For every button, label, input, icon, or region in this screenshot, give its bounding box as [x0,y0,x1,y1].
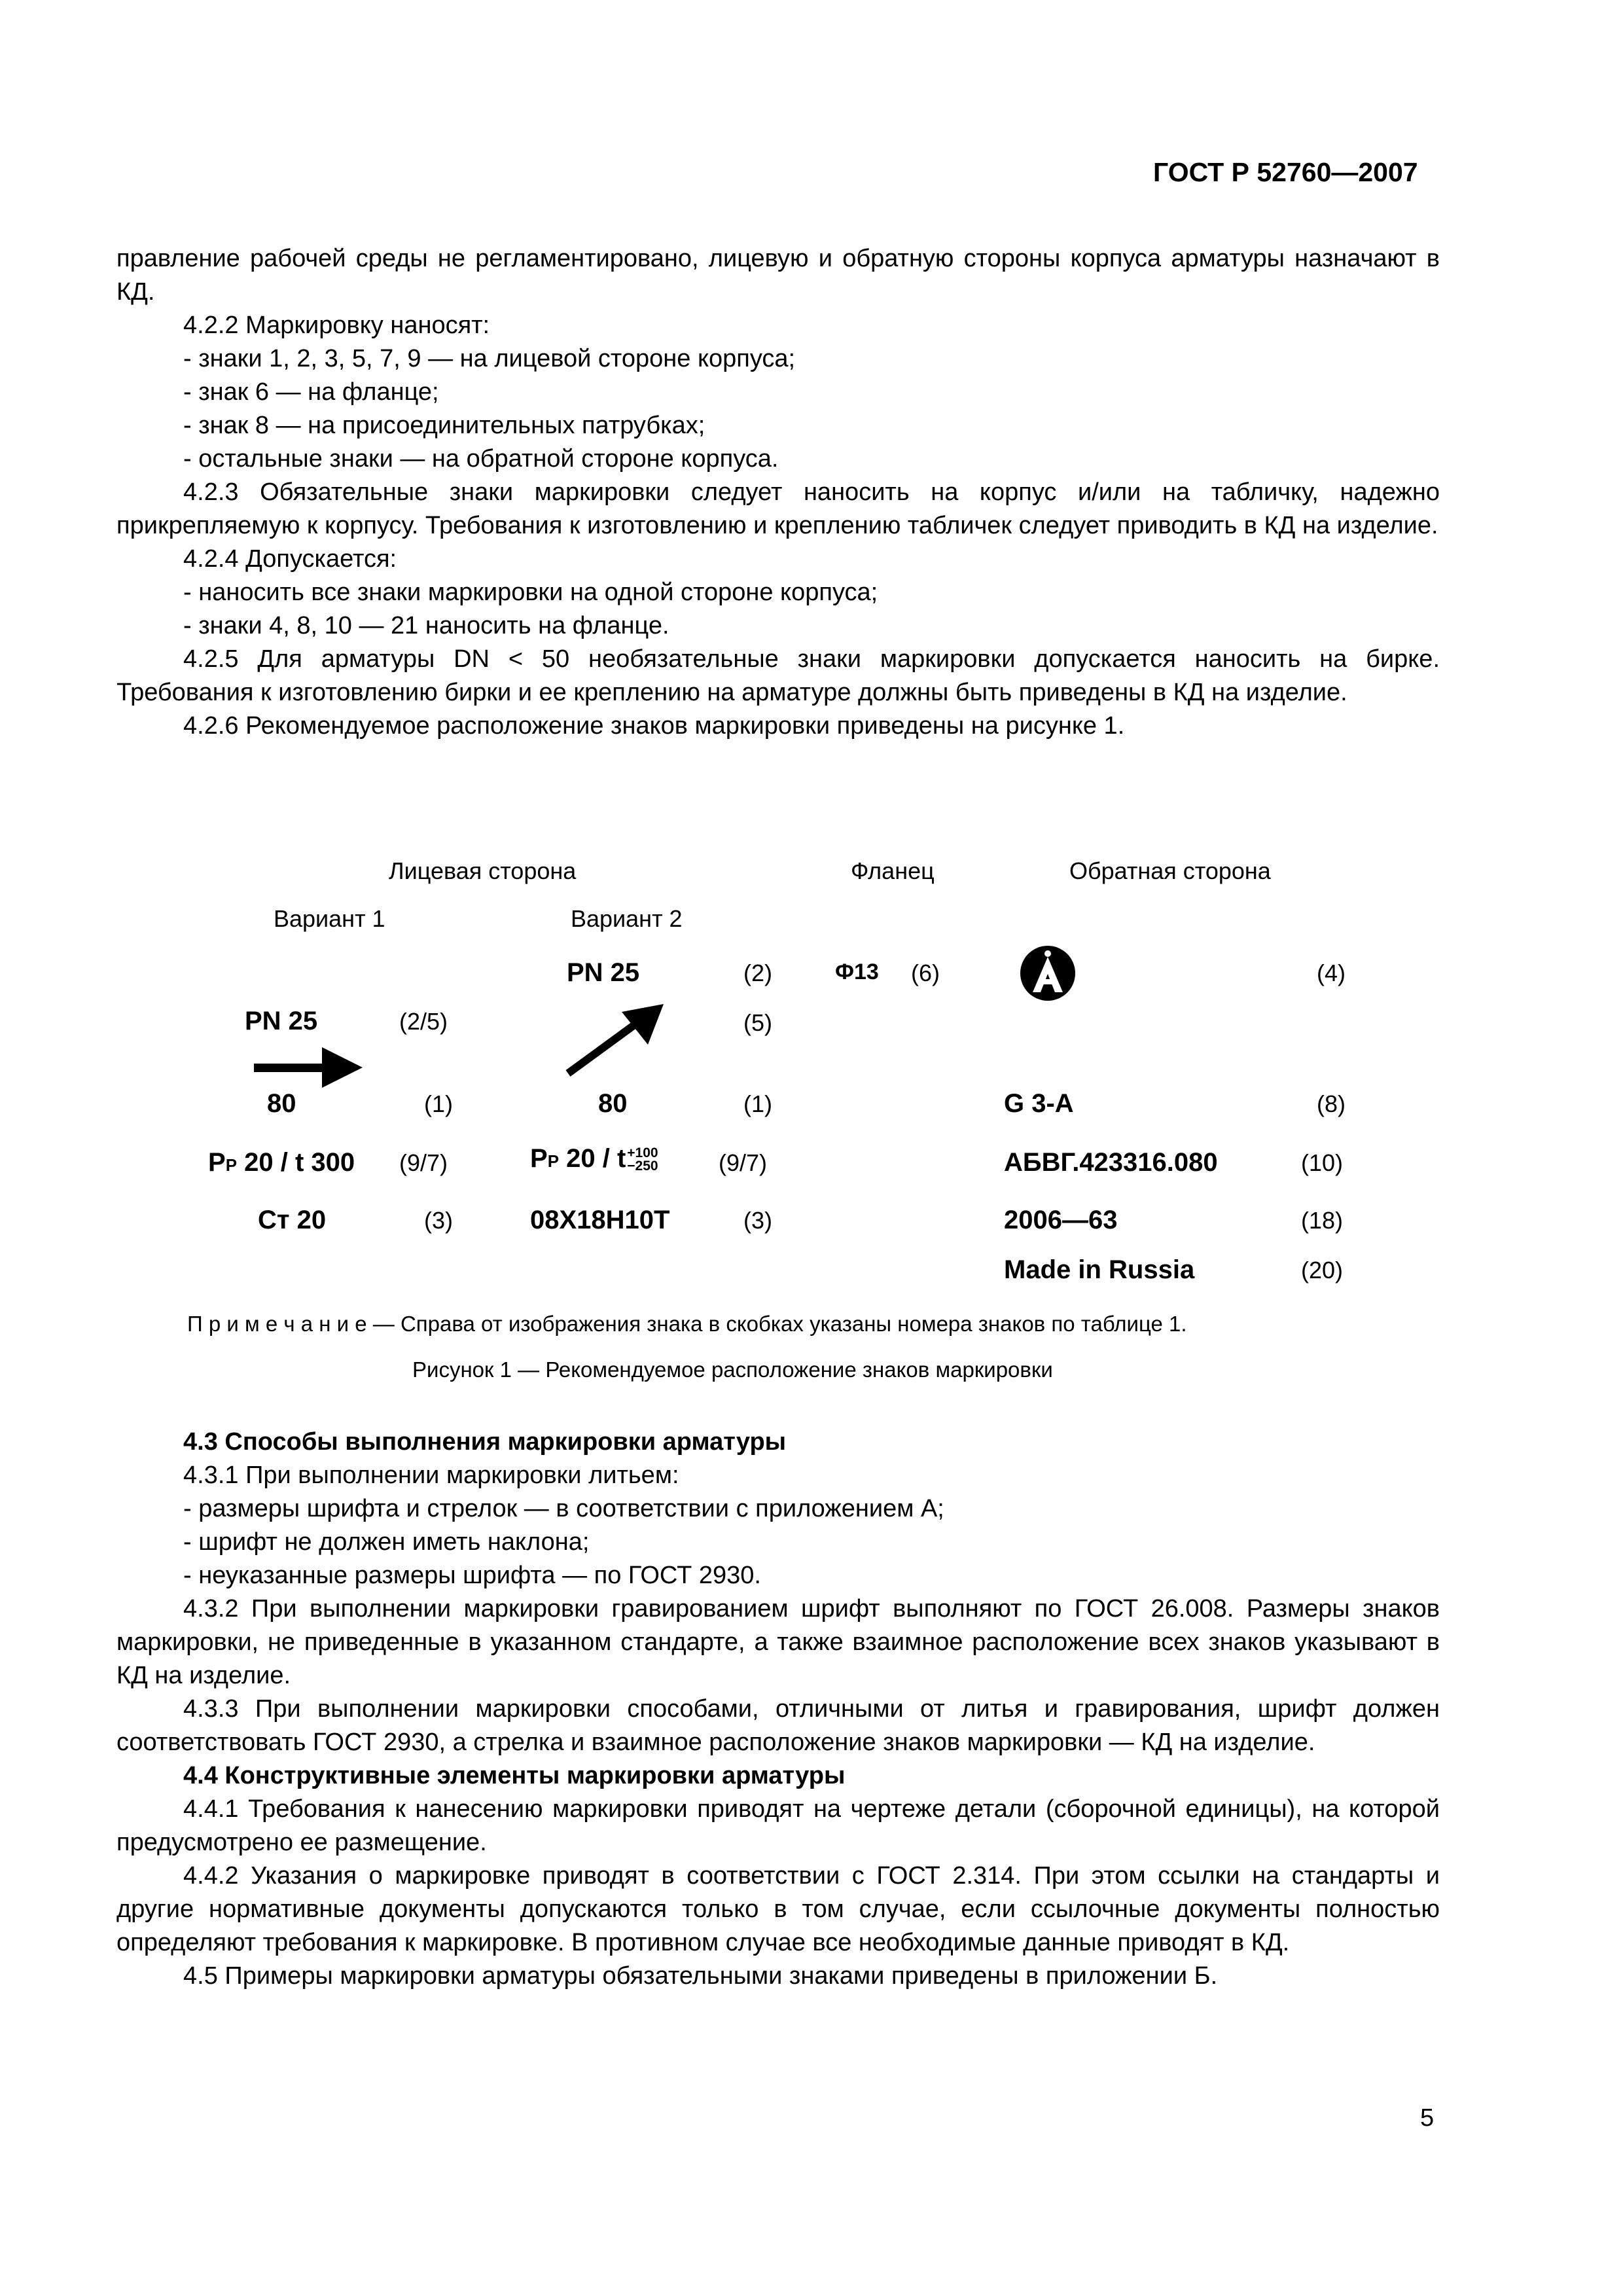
back-mark-designation: АБВГ.423316.080 [1004,1148,1218,1177]
v1-dn-num: (1) [424,1090,453,1117]
paragraph: 4.3.2 При выполнении маркировки гравированием шрифт выполняют по ГОСТ 26.008. Размеры знаков маркировки, не приведенные в указанном стандарте, а также взаимное расположение всех знаков указывают в КД на изделие. [116,1595,1440,1689]
v1-pressure-temp-num: (9/7) [399,1149,448,1176]
v1-flow-arrow-icon [254,1045,364,1090]
document-header: ГОСТ Р 52760—2007 [1153,157,1418,187]
paragraph: 4.4.1 Требования к нанесению маркировки приводят на чертеже детали (сборочной единицы), на которой предусмотрено ее размещение. [116,1795,1440,1856]
v1-pressure-temp-mark: PP 20 / t 300 [208,1148,355,1177]
fig-header-flange: Фланец [851,857,935,884]
list-item: - шрифт не должен иметь наклона; [183,1528,590,1556]
logo-num: (4) [1317,960,1346,986]
body-text-bottom [116,1426,1440,1993]
paragraph: 4.2.5 Для арматуры DN < 50 необязательные знаки маркировки допускается наносить на бирке. Требования к изготовлению бирки и ее креплению на арматуре должны быть приведены в КД на изделие. [116,645,1440,706]
back-num-date: (18) [1301,1207,1344,1234]
v2-pressure-temp-mark: PP 20 / t +100 −250 [530,1144,658,1174]
paragraph: 4.2.3 Обязательные знаки маркировки следует наносить на корпус и/или на табличку, надежно прикрепляемую к корпусу. Требования к изготовлению и креплению табличек следует приводить в КД на изделие. [116,478,1440,539]
flange-num: (6) [911,960,940,986]
list-item: - наносить все знаки маркировки на одной стороне корпуса; [183,579,878,606]
back-num-designation: (10) [1301,1149,1344,1176]
v1-dn-mark: 80 [267,1089,296,1118]
fig-header-front: Лицевая сторона [389,857,577,884]
list-item: - знак 8 — на присоединительных патрубках; [183,412,705,439]
figure-caption: Рисунок 1 — Рекомендуемое расположение знаков маркировки [412,1357,1053,1382]
v1-pn-mark: PN 25 [245,1007,318,1035]
figure-note: П р и м е ч а н и е — Справа от изображения знака в скобках указаны номера знаков по таблице 1. [187,1312,1187,1336]
v1-pn-num: (2/5) [399,1008,448,1035]
section-heading: 4.3 Способы выполнения маркировки арматуры [183,1428,787,1456]
v1-material-num: (3) [424,1207,453,1234]
v2-dn-num: (1) [743,1090,772,1117]
back-mark-steel-grade: G 3-A [1004,1089,1074,1118]
paragraph: 4.3.3 При выполнении маркировки способами, отличными от литья и гравирования, шрифт должен соответствовать ГОСТ 2930, а стрелка и взаимное расположение знаков маркировки — КД на изделие. [116,1695,1440,1756]
paragraph: 4.3.1 При выполнении маркировки литьем: [183,1462,679,1489]
list-item: - размеры шрифта и стрелок — в соответствии с приложением А; [183,1495,944,1522]
paragraph: правление рабочей среды не регламентировано, лицевую и обратную стороны корпуса арматуры назначают в КД. [116,245,1440,306]
paragraph: 4.4.2 Указания о маркировке приводят в соответствии с ГОСТ 2.314. При этом ссылки на стандарты и другие нормативные документы допускаются только в том случае, если ссылочные документы полностью определяют требования к маркировке. В противном случае все необходимые данные приводят в КД. [116,1862,1440,1956]
paragraph: 4.2.4 Допускается: [183,545,397,573]
v2-material-num: (3) [743,1207,772,1234]
v2-pn-mark: PN 25 [567,958,640,987]
v2-pressure-temp-num: (9/7) [719,1149,768,1176]
v1-material-mark: Ст 20 [258,1206,327,1234]
fig-variant-1: Вариант 1 [274,905,385,932]
list-item: - знак 6 — на фланце; [183,378,439,406]
flange-mark: Ф13 [835,960,879,984]
fig-header-back: Обратная сторона [1069,857,1271,884]
body-text-top [116,242,1440,743]
v2-arrow-num: (5) [743,1009,772,1036]
v2-pn-num: (2) [743,960,772,986]
back-num-steel-grade: (8) [1317,1090,1346,1117]
section-heading: 4.4 Конструктивные элементы маркировки арматуры [183,1762,846,1789]
paragraph: 4.2.2 Маркировку наносят: [183,312,490,339]
paragraph: 4.2.6 Рекомендуемое расположение знаков маркировки приведены на рисунке 1. [183,712,1125,740]
list-item: - знаки 1, 2, 3, 5, 7, 9 — на лицевой стороне корпуса; [183,345,796,372]
v2-flow-arrow-icon [564,1001,669,1077]
back-mark-origin: Made in Russia [1004,1255,1195,1284]
list-item: - остальные знаки — на обратной стороне корпуса. [183,445,779,473]
fig-variant-2: Вариант 2 [571,905,683,932]
back-mark-date: 2006—63 [1004,1206,1118,1234]
paragraph: 4.5 Примеры маркировки арматуры обязательными знаками приведены в приложении Б. [183,1962,1218,1990]
v2-dn-mark: 80 [598,1089,628,1118]
v2-material-mark: 08Х18Н10Т [530,1206,670,1234]
manufacturer-logo-icon [1020,945,1076,1001]
back-num-origin: (20) [1301,1257,1344,1283]
list-item: - неуказанные размеры шрифта — по ГОСТ 2930. [183,1562,761,1589]
page-number: 5 [1420,2104,1435,2132]
list-item: - знаки 4, 8, 10 — 21 наносить на фланце. [183,612,669,639]
